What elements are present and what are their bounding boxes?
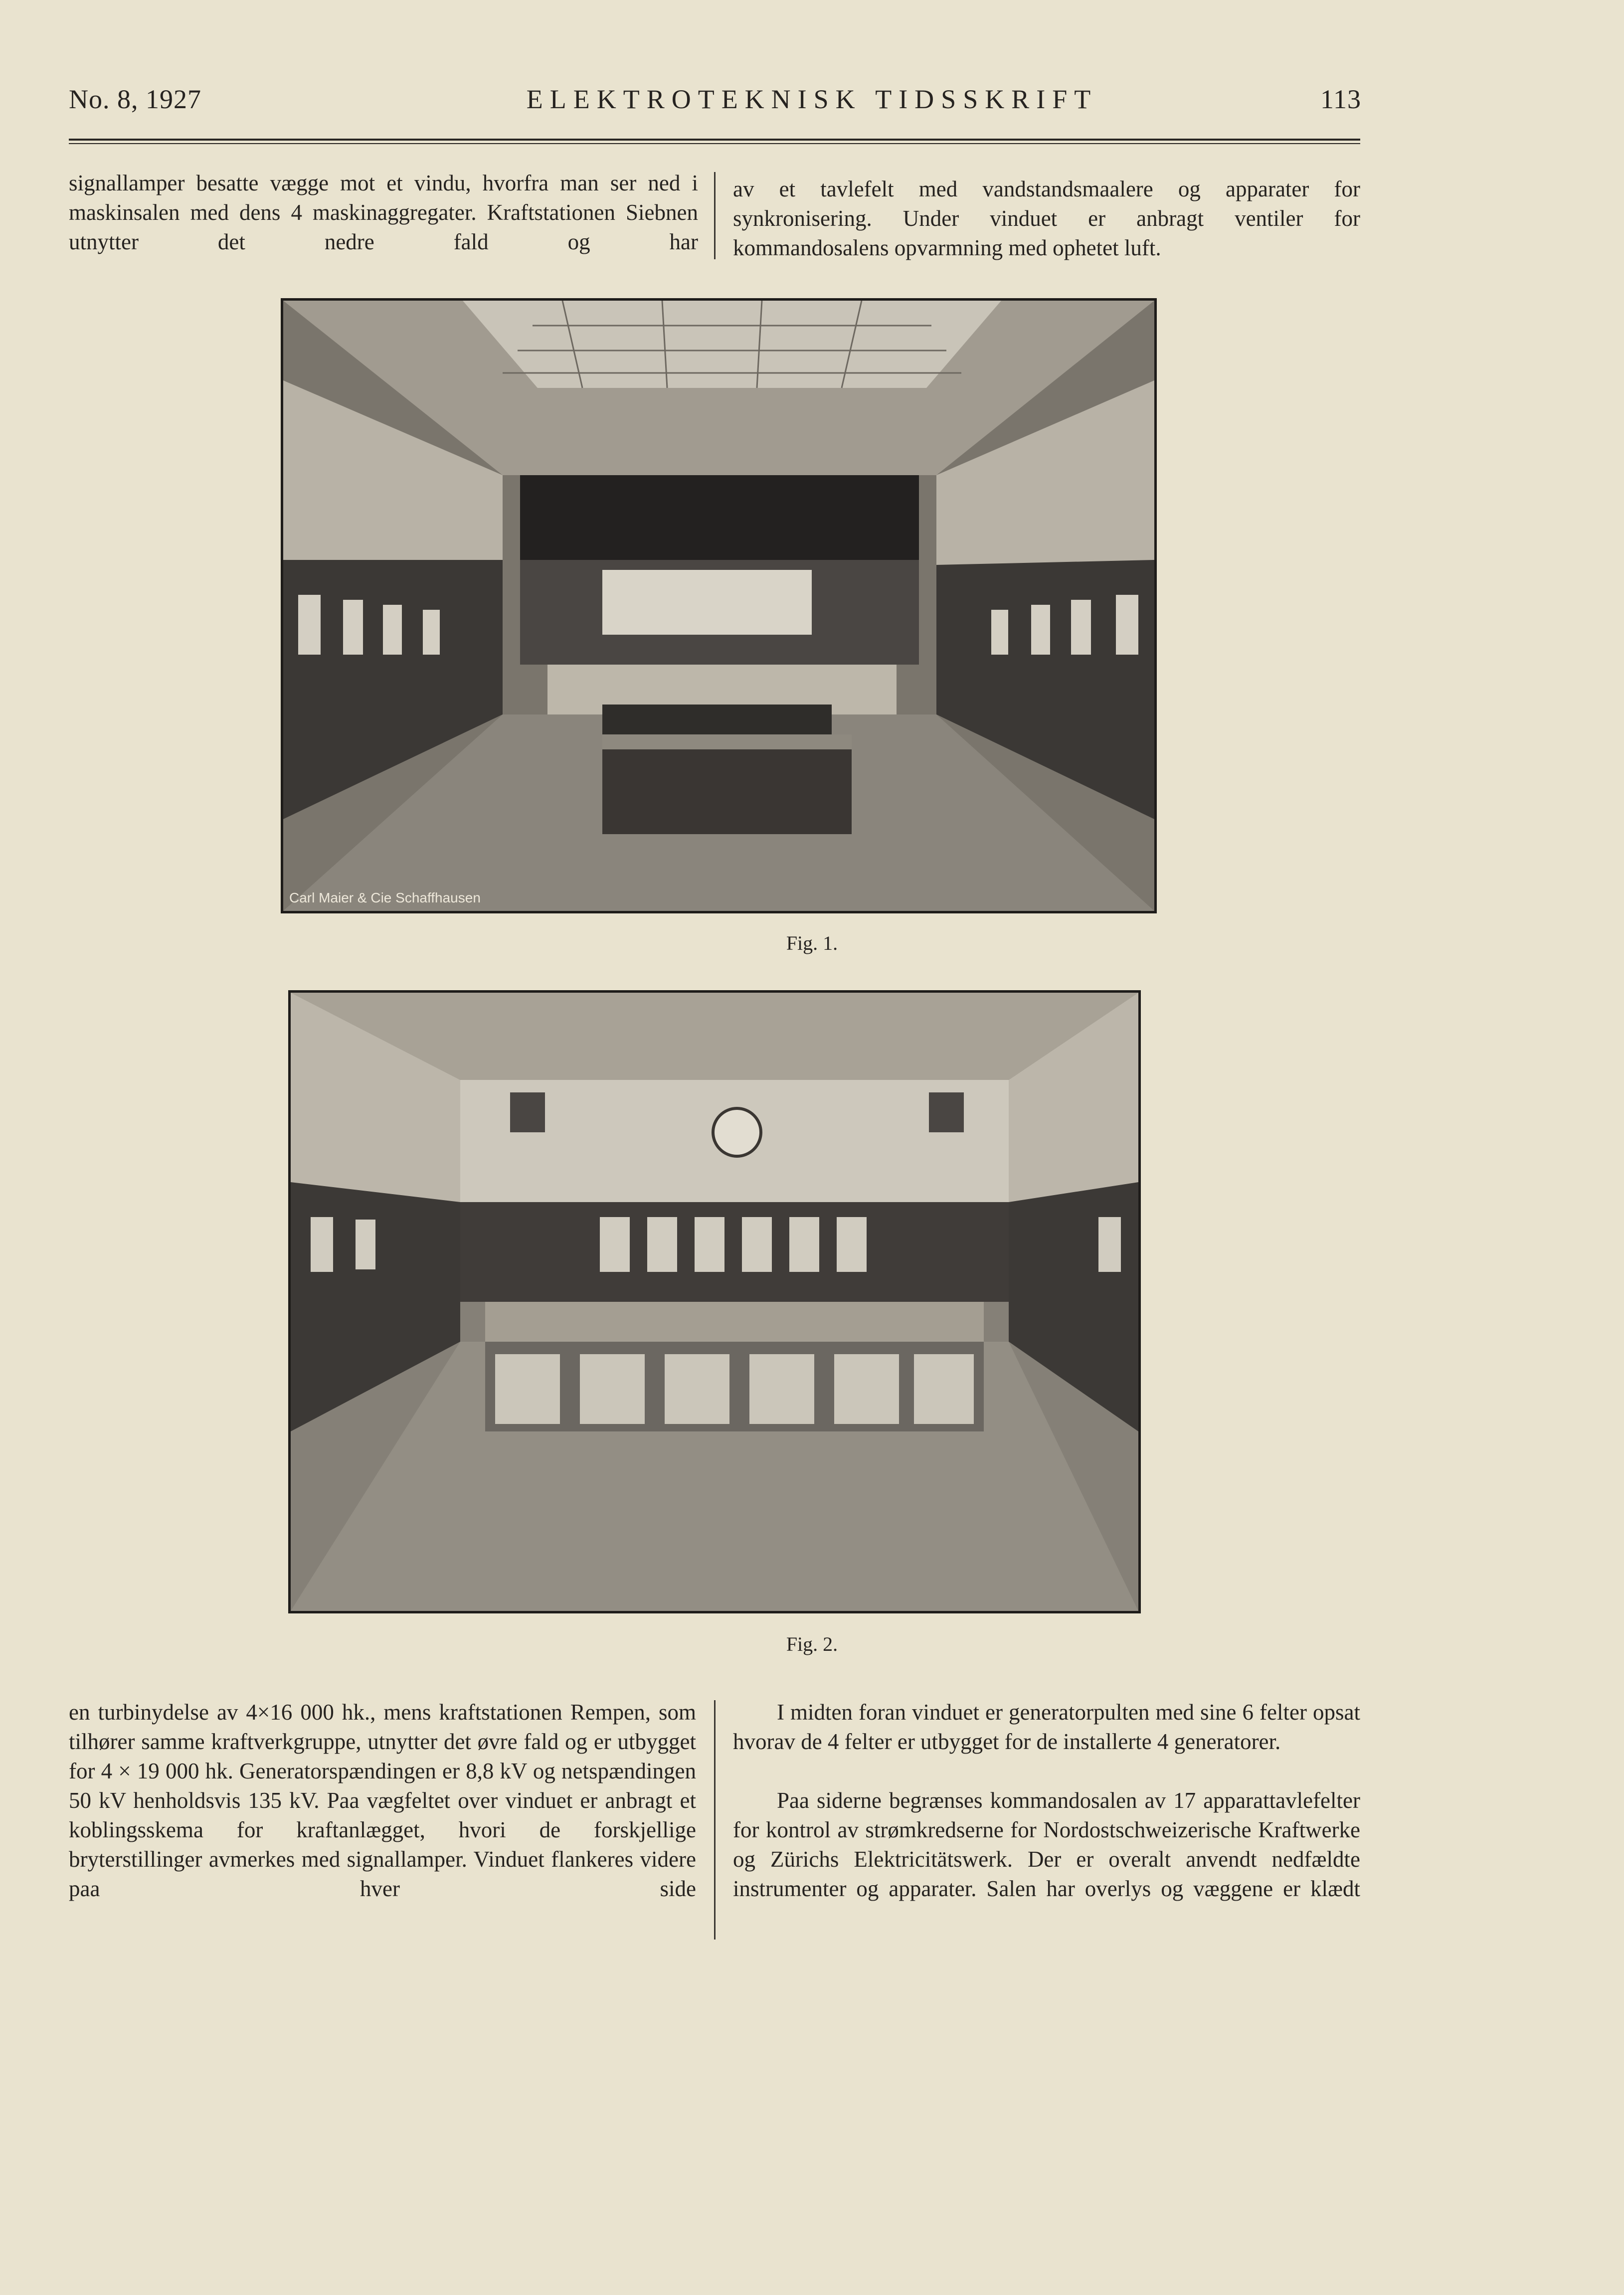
bottom-left-paragraph: en turbinydelse av 4×16 000 hk., mens kraftstationen Rempen, som tilhører samme kraftverkgruppe, utnytter det øvre fald og er utbygget for 4 × 19 000 hk. Generatorspændingen er 8,8 kV og netspændingen 50 kV henholdsvis 135 kV. Paa vægfeltet over vinduet er anbragt et koblingsskema for kraftanlægget, hvori de forskjellige bryterstillinger avmerkes med signallamper. Vinduet flankeres videre paa hver side xyxy=(69,1700,696,1901)
bottom-right-paragraph-2: Paa siderne begrænses kommandosalen av 17 apparattavlefelter for kontrol av strømkredserne for Nordostschweizerische Kraftwerke og Zürichs Elektricitätswerk. Der er overalt anvendt nedfældte instrumenter og apparater. Salen har overlys og væggene er klædt xyxy=(733,1788,1360,1901)
issue-number: No. 8, 1927 xyxy=(69,84,201,114)
figure-1-caption: Fig. 1. xyxy=(786,932,838,954)
top-right-paragraph: av et tavlefelt med vandstandsmaalere og apparater for synkronisering. Under vinduet er anbragt ventiler for kommandosalens opvarmning med ophetet luft. xyxy=(733,177,1360,260)
header-rule xyxy=(69,139,1360,141)
control-room-photo-2 xyxy=(291,993,1138,1611)
control-room-photo-1 xyxy=(283,301,1154,911)
top-left-paragraph: signallamper besatte vægge mot et vindu, hvorfra man ser ned i maskinsalen med dens 4 maskinaggregater. Kraftstationen Siebnen utnytter det nedre fald og har xyxy=(69,171,698,254)
header-rule-thin xyxy=(69,143,1360,144)
column-divider-top xyxy=(714,172,716,259)
figure-2-photo xyxy=(288,990,1141,1613)
page-number: 113 xyxy=(1320,84,1361,114)
journal-title: ELEKTROTEKNISK TIDSSKRIFT xyxy=(526,84,1098,114)
bottom-right-paragraph-1: I midten foran vinduet er generatorpulten med sine 6 felter opsat hvorav de 4 felter er utbygget for de installerte 4 generatorer. xyxy=(733,1700,1360,1754)
photo-imprint: Carl Maier & Cie Schaffhausen xyxy=(289,890,481,905)
figure-1-photo xyxy=(281,298,1157,913)
column-divider-bottom xyxy=(714,1700,716,1940)
figure-2-caption: Fig. 2. xyxy=(786,1633,838,1655)
